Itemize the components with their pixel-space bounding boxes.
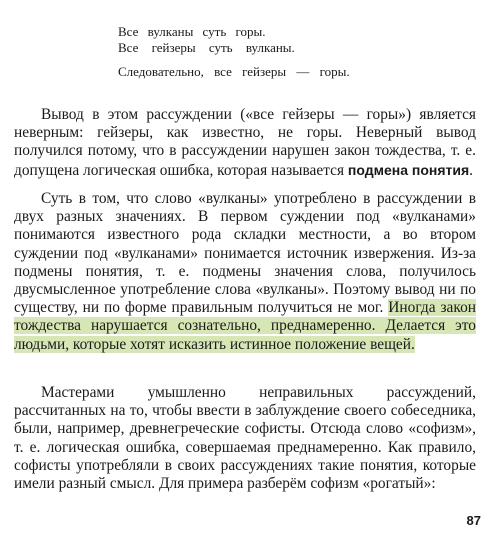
paragraph-1-end: .	[469, 161, 474, 179]
term-substitution: подмена понятия	[347, 161, 470, 178]
paragraph-3	[14, 384, 476, 493]
highlighted-sentence: Иногда закон тождества нарушается сознательно, преднамеренно. Делается это людьми, которые хотят исказить истинное положение вещей.	[14, 299, 477, 353]
syllogism-conclusion-block	[118, 64, 350, 80]
page-number: 87	[466, 513, 481, 528]
paragraph-2-text: Суть в том, что слово «вулканы» употреблено в рассуждении в двух разных значениях. В первом суждении под «вулканами» понимаются известного рода складки местности, а во втором суждении под «вулканами» понимается источник извержения. Из-за подмены понятия, т. е. подмены значения слова, получилось двусмысленное употребление слова «вулканы». Поэтому вывод ни по существу, ни по форме правильным получиться не мог.	[14, 190, 476, 317]
paragraph-1-text: Вывод в этом рассуждении («все гейзеры — горы») является неверным: гейзеры, как известно, не горы. Неверный вывод получился потому, что в рассуждении нарушен закон тождества, т. е. допущена логическая ошибка, которая называется	[14, 106, 476, 179]
premise-1: Все вулканы суть горы.	[118, 24, 266, 39]
paragraph-2	[14, 190, 476, 354]
paragraph-1	[14, 106, 476, 180]
conclusion: Следовательно, все гейзеры — горы.	[118, 64, 350, 79]
paragraph-3-text: Мастерами умышленно неправильных рассуждений, рассчитанных на то, чтобы ввести в заблуждение своего собеседника, были, например, древнегреческие софисты. Отсюда слово «софизм», т. е. логическая ошибка, совершаемая преднамеренно. Как правило, софисты употребляли в своих рассуждениях такие понятия, которые имели разный смысл. Для примера разберём софизм «рогатый»:	[14, 384, 476, 493]
syllogism-premises	[118, 24, 295, 56]
premise-2: Все гейзеры суть вулканы.	[118, 40, 295, 55]
